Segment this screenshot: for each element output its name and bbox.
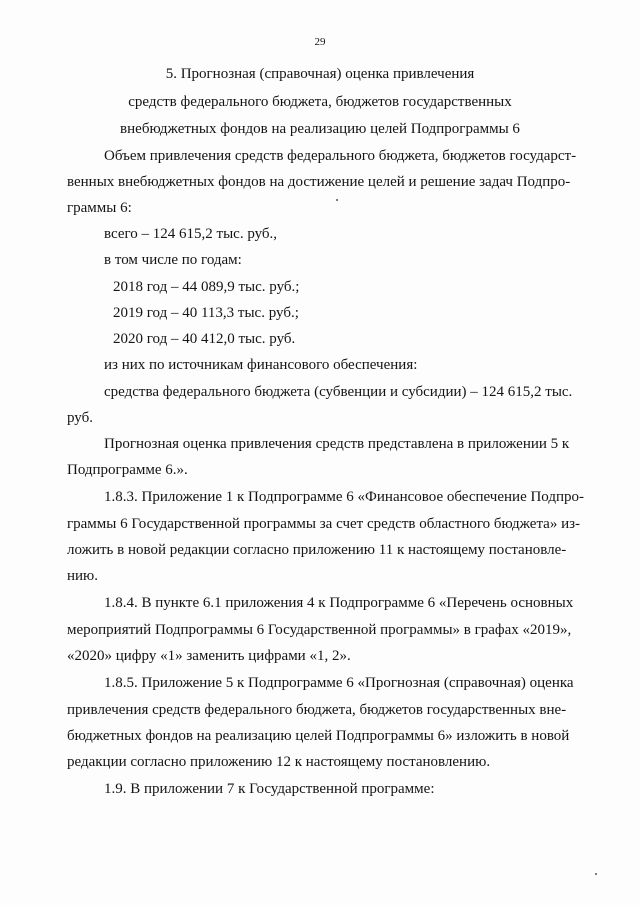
year-2020-amount: 2020 год – 40 412,0 тыс. руб. — [113, 331, 296, 347]
forecast-note-line-2: Подпрограмме 6.». — [67, 462, 188, 478]
federal-funds-line-1: средства федерального бюджета (субвенции и субсидии) – 124 615,2 тыс. — [104, 384, 573, 400]
scan-speck — [336, 199, 338, 201]
scan-speck — [595, 873, 597, 875]
intro-line-3: граммы 6: — [67, 200, 132, 216]
forecast-note-line-1: Прогнозная оценка привлечения средств представлена в приложении 5 к — [104, 436, 570, 452]
section-heading-line-3: внебюджетных фондов на реализацию целей Подпрограммы 6 — [120, 121, 520, 137]
item-1-8-5-line-3: бюджетных фондов на реализацию целей Подпрограммы 6» изложить в новой — [67, 728, 570, 744]
federal-funds-line-2: руб. — [67, 410, 93, 426]
total-amount: всего – 124 615,2 тыс. руб., — [104, 226, 278, 242]
section-heading-line-2: средств федерального бюджета, бюджетов государственных — [128, 94, 512, 110]
item-1-8-3-line-3: ложить в новой редакции согласно приложению 11 к настоящему постановле- — [67, 542, 567, 558]
year-2019-amount: 2019 год – 40 113,3 тыс. руб.; — [113, 305, 299, 321]
item-1-8-3-line-2: граммы 6 Государственной программы за счет средств областного бюджета» из- — [67, 516, 581, 532]
item-1-8-5-line-2: привлечения средств федерального бюджета, бюджетов государственных вне- — [67, 702, 567, 718]
sources-label: из них по источникам финансового обеспечения: — [104, 357, 418, 373]
item-1-9: 1.9. В приложении 7 к Государственной программе: — [104, 781, 435, 797]
item-1-8-5-line-1: 1.8.5. Приложение 5 к Подпрограмме 6 «Прогнозная (справочная) оценка — [104, 675, 574, 691]
intro-line-1: Объем привлечения средств федерального бюджета, бюджетов государст- — [104, 148, 577, 164]
section-heading-line-1: 5. Прогнозная (справочная) оценка привлечения — [165, 66, 475, 82]
intro-line-2: венных внебюджетных фондов на достижение целей и решение задач Подпро- — [67, 174, 571, 190]
by-years-label: в том числе по годам: — [104, 252, 242, 268]
item-1-8-4-line-2: мероприятий Подпрограммы 6 Государственной программы» в графах «2019», — [67, 622, 572, 638]
item-1-8-3-line-4: нию. — [67, 568, 99, 584]
year-2018-amount: 2018 год – 44 089,9 тыс. руб.; — [113, 279, 300, 295]
item-1-8-4-line-1: 1.8.4. В пункте 6.1 приложения 4 к Подпрограмме 6 «Перечень основных — [104, 595, 574, 611]
item-1-8-3-line-1: 1.8.3. Приложение 1 к Подпрограмме 6 «Финансовое обеспечение Подпро- — [104, 489, 585, 505]
item-1-8-5-line-4: редакции согласно приложению 12 к настоящему постановлению. — [67, 754, 491, 770]
item-1-8-4-line-3: «2020» цифру «1» заменить цифрами «1, 2». — [67, 648, 351, 664]
page-number: 29 — [314, 36, 326, 48]
